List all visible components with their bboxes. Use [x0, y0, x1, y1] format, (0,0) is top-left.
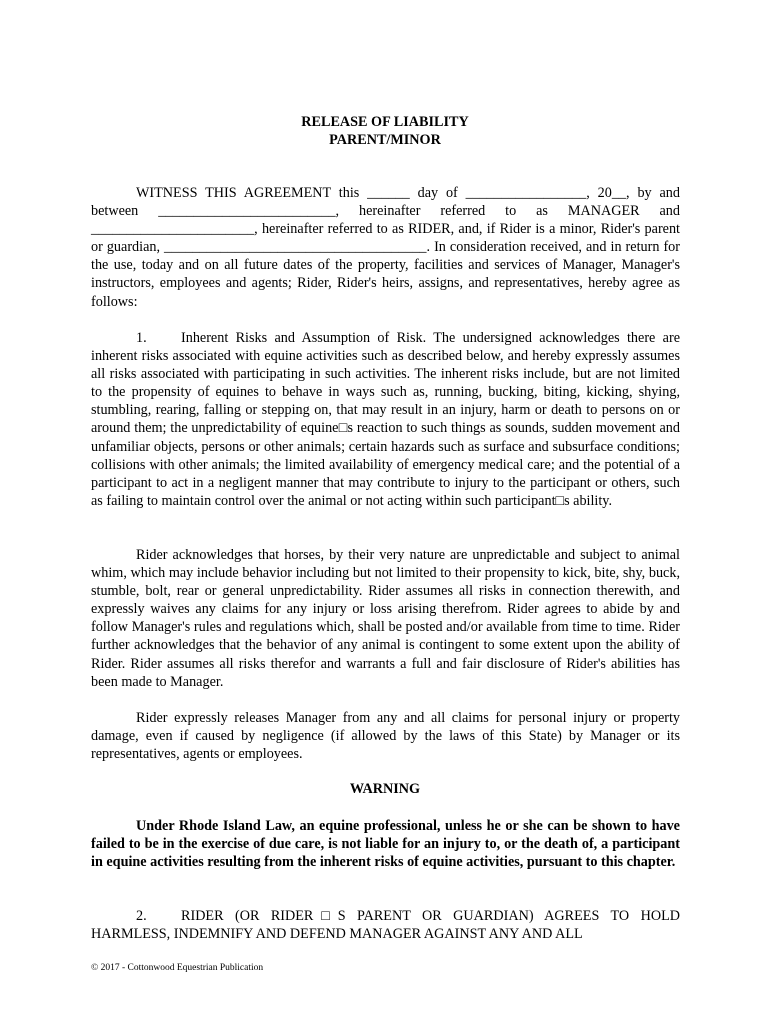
section-1-number: 1. [136, 330, 147, 346]
section-2-paragraph [91, 907, 680, 943]
section-1-paragraph [91, 329, 680, 510]
section-1-text: Inherent Risks and Assumption of Risk. The undersigned acknowledges there are inherent risks associated with equine activities such as described below, and hereby expressly assumes all risks associated with participating in such activities. The inherent risks include, but are not limited to the propensity of equines to behave in ways such as, running, bucking, biting, kicking, shying, stumbling, rearing, falling or stepping on, that may result in an injury, harm or death to persons on or around them; the unpredictability of equine□s reaction to such things as sounds, sudden movement and unfamiliar objects, persons or other animals; certain hazards such as surface and subsurface conditions; collisions with other animals; the limited availability of emergency medical care; and the potential of a participant to act in a negligent manner that may contribute to injury to the participant or others, such as failing to maintain control over the animal or not acting within such participant□s ability. [91, 330, 680, 509]
release-paragraph: Rider expressly releases Manager from any and all claims for personal injury or property damage, even if caused by negligence (if allowed by the laws of this State) by Manager or its representatives, agents or employees. [91, 710, 680, 763]
section-2-text: RIDER (OR RIDER□S PARENT OR GUARDIAN) AGREES TO HOLD HARMLESS, INDEMNIFY AND DEFEND MANAGER AGAINST ANY AND ALL [91, 908, 680, 943]
intro-paragraph: WITNESS THIS AGREEMENT this ______ day of _________________, 20__, by and between _________________________, hereinafter referred to as MANAGER and _______________________, hereinafter referred to as RIDER, and, if Rider is a minor, Rider's parent or guardian, _____________________________________. In consideration received, and in return for the use, today and on all future dates of the property, facilities and services of Manager, Manager's instructors, employees and agents; Rider, Rider's heirs, assigns, and representatives, hereby agree as follows: [91, 185, 680, 310]
document-title: RELEASE OF LIABILITY [301, 114, 469, 130]
document-subtitle: PARENT/MINOR [329, 132, 441, 148]
warning-heading: WARNING [349, 781, 421, 797]
rider-acknowledgement-paragraph: Rider acknowledges that horses, by their very nature are unpredictable and subject to animal whim, which may include behavior including but not limited to their propensity to kick, bite, shy, buck, stumble, bolt, rear or general unpredictability. Rider assumes all risks in connection therewith, and expressly waives any claims for any injury or loss arising therefrom. Rider agrees to abide by and follow Manager's rules and regulations which, shall be posted and/or available from time to time. Rider further acknowledges that the behavior of any animal is contingent to some extent upon the ability of Rider. Rider assumes all risks therefor and warrants a full and fair disclosure of Rider's abilities has been made to Manager. [91, 547, 680, 690]
page-footer: © 2017 - Cottonwood Equestrian Publication [91, 963, 264, 973]
warning-paragraph: Under Rhode Island Law, an equine professional, unless he or she can be shown to have failed to be in the exercise of due care, is not liable for an injury to, or the death of, a participant in equine activities resulting from the inherent risks of equine activities, pursuant to this chapter. [91, 818, 680, 871]
section-2-number: 2. [136, 908, 147, 924]
